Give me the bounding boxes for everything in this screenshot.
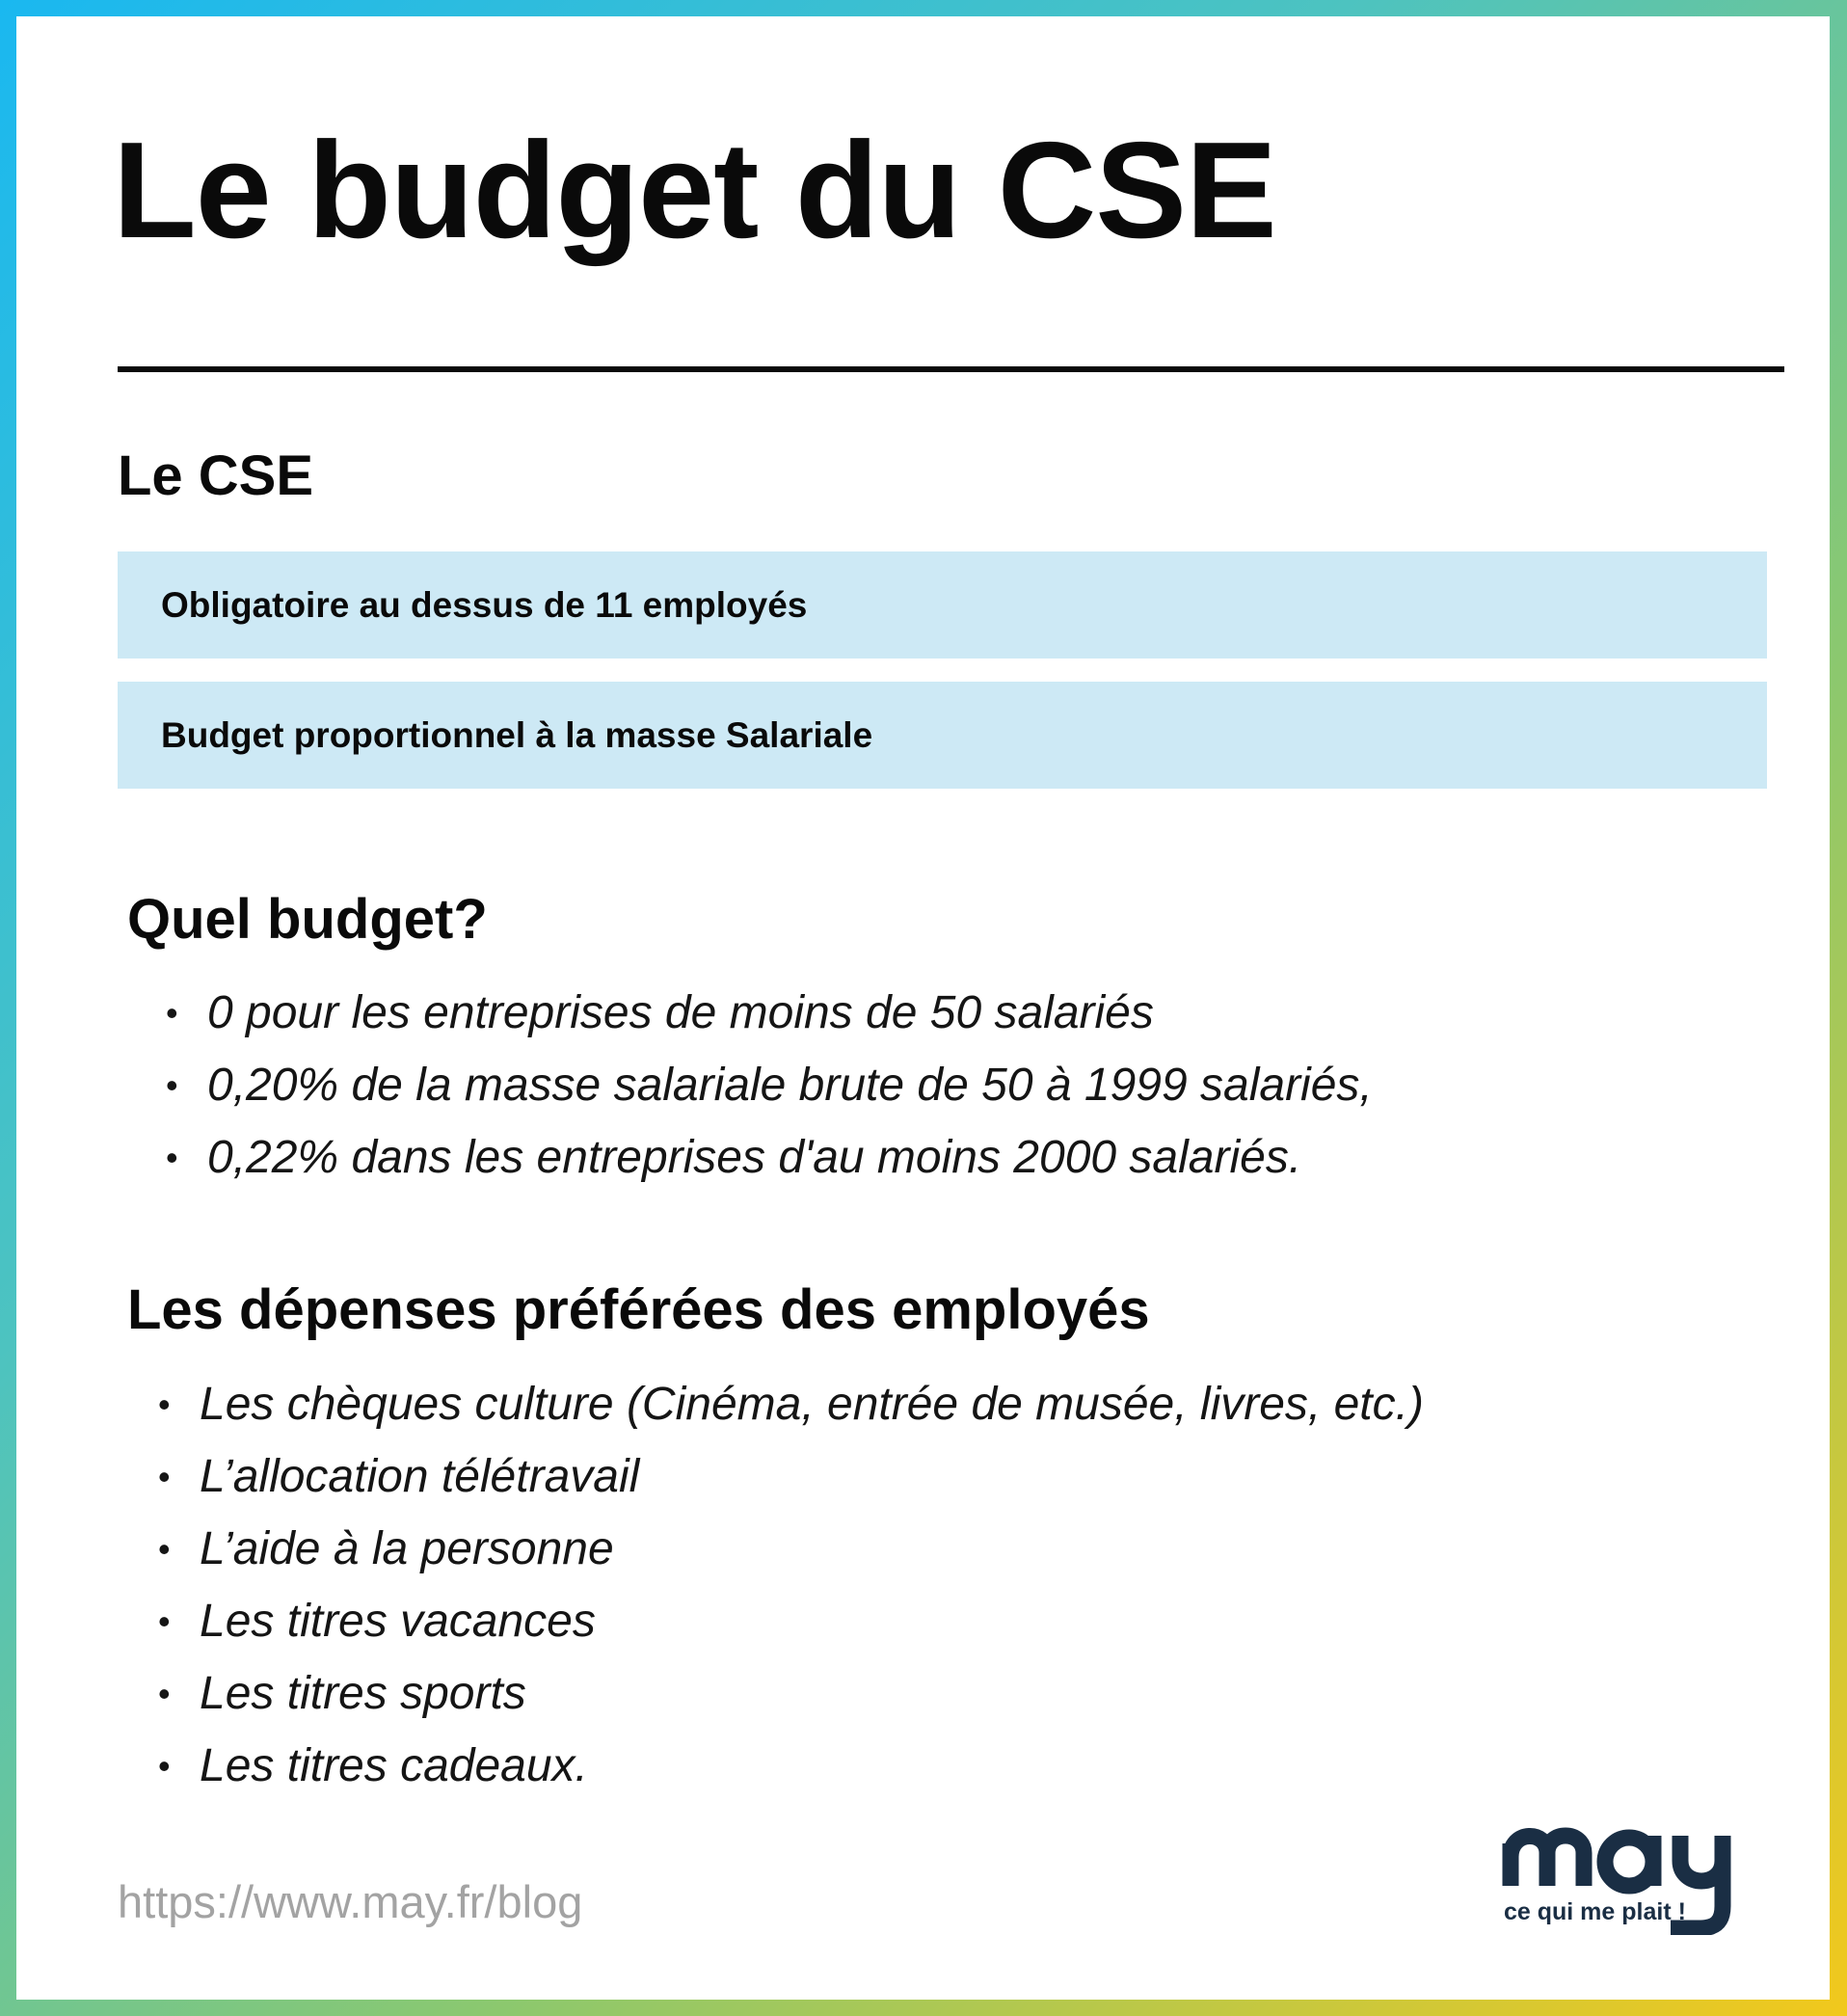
page-title: Le budget du CSE (113, 114, 1276, 267)
bullet-icon: • (158, 1529, 171, 1569)
bullet-icon: • (158, 1457, 171, 1496)
list-item-text: 0,20% de la masse salariale brute de 50 à 1999 salariés, (207, 1060, 1373, 1111)
section-depenses-heading: Les dépenses préférées des employés (127, 1278, 1150, 1341)
depenses-list (158, 1368, 1424, 1802)
section-budget-heading: Quel budget? (127, 888, 488, 951)
list-item (158, 1440, 1424, 1513)
bullet-icon: • (158, 1384, 171, 1424)
list-item (158, 1585, 1424, 1657)
infographic-card (16, 16, 1830, 2000)
list-item-text: L’allocation télétravail (200, 1451, 640, 1502)
blog-url-link[interactable]: https://www.may.fr/blog (118, 1876, 583, 1927)
list-item (166, 1121, 1373, 1194)
list-item (166, 1049, 1373, 1121)
bullet-icon: • (166, 1065, 178, 1105)
list-item-text: Les titres sports (200, 1668, 526, 1719)
list-item-text: Les titres cadeaux. (200, 1740, 588, 1791)
list-item-text: L’aide à la personne (200, 1523, 614, 1574)
title-divider (118, 366, 1784, 372)
bullet-icon: • (158, 1601, 171, 1641)
bullet-icon: • (166, 1138, 178, 1177)
list-item (158, 1513, 1424, 1585)
list-item (158, 1368, 1424, 1440)
bullet-icon: • (158, 1674, 171, 1713)
list-item-text: 0,22% dans les entreprises d'au moins 2000 salariés. (207, 1132, 1302, 1183)
cse-info-box-text: Budget proportionnel à la masse Salariale (161, 714, 873, 755)
cse-info-box-text: Obligatoire au dessus de 11 employés (161, 584, 808, 625)
cse-info-box (118, 551, 1767, 659)
section-cse-heading: Le CSE (118, 444, 314, 507)
logo-slogan: ce qui me plait ! (1504, 1898, 1686, 1925)
list-item-text: 0 pour les entreprises de moins de 50 salariés (207, 987, 1154, 1038)
list-item (158, 1657, 1424, 1730)
list-item-text: Les titres vacances (200, 1596, 596, 1647)
list-item (166, 977, 1373, 1049)
budget-list (166, 977, 1373, 1194)
list-item-text: Les chèques culture (Cinéma, entrée de musée, livres, etc.) (200, 1379, 1424, 1430)
bullet-icon: • (158, 1746, 171, 1786)
bullet-icon: • (166, 993, 178, 1033)
list-item (158, 1730, 1424, 1802)
cse-info-box (118, 682, 1767, 789)
